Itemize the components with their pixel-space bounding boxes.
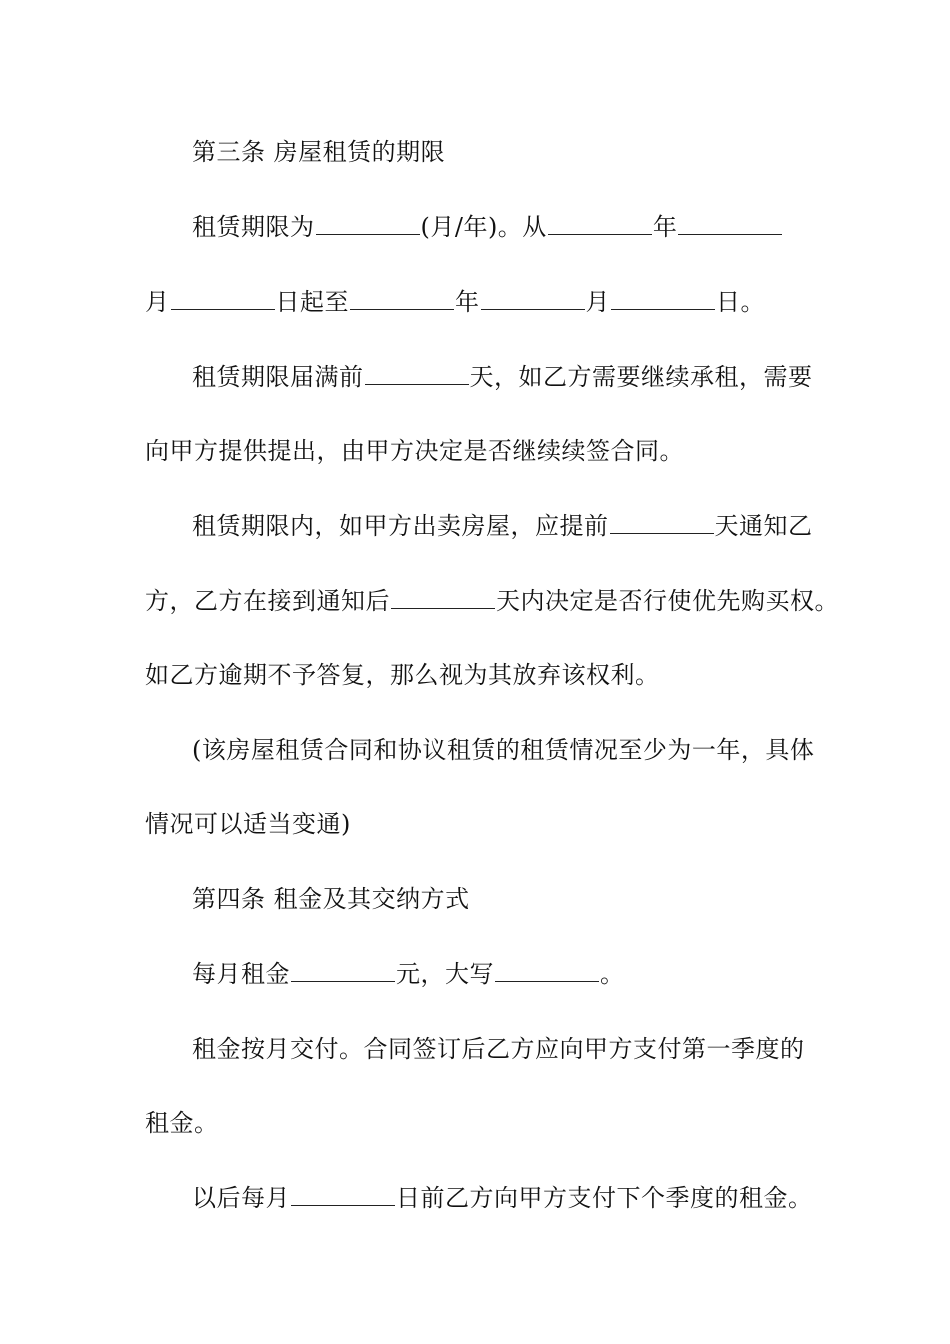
- text: 租赁期限届满前: [192, 363, 364, 391]
- text: 天内决定是否行使优先购买权。: [496, 587, 839, 615]
- renewal-days-blank[interactable]: [365, 362, 469, 385]
- text: 如乙方逾期不予答复，那么视为其放弃该权利。: [145, 661, 660, 689]
- payment-day-blank[interactable]: [291, 1183, 395, 1206]
- text: 日前乙方向甲方支付下个季度的租金。: [396, 1184, 813, 1212]
- sale-notice-line-1: [192, 511, 813, 541]
- payment-line-1: [192, 1034, 805, 1064]
- text: 日。: [716, 288, 765, 316]
- article-3-heading: [192, 137, 445, 167]
- text: (月/年)。从: [420, 213, 547, 241]
- text: 年: [455, 288, 480, 316]
- text: 天，如乙方需要继续承租，需要: [469, 363, 813, 391]
- text: (该房屋租赁合同和协议租赁的租赁情况至少为一年，具体: [192, 736, 815, 764]
- end-year-blank[interactable]: [350, 287, 454, 310]
- text: 天通知乙: [714, 512, 813, 540]
- text: 租赁期限为: [192, 213, 315, 241]
- text: 方，乙方在接到通知后: [145, 587, 390, 615]
- lease-term-line-2: [145, 287, 765, 317]
- rent-amount-blank[interactable]: [291, 959, 395, 982]
- start-day-blank[interactable]: [171, 287, 275, 310]
- notice-days-blank[interactable]: [610, 511, 714, 534]
- article-3-heading-text: 第三条 房屋租赁的期限: [192, 138, 446, 166]
- text: 月: [585, 288, 610, 316]
- article-4-heading-text: 第四条 租金及其交纳方式: [192, 885, 470, 913]
- term-length-blank[interactable]: [316, 212, 420, 235]
- end-day-blank[interactable]: [611, 287, 715, 310]
- text: 向甲方提供提出，由甲方决定是否继续续签合同。: [145, 437, 684, 465]
- text: 以后每月: [192, 1184, 290, 1212]
- text: 情况可以适当变通): [145, 810, 351, 838]
- text: 。: [600, 960, 625, 988]
- article-4-heading: [192, 884, 470, 914]
- note-line-2: [145, 809, 351, 839]
- text: 月: [145, 288, 170, 316]
- monthly-rent-line: [192, 959, 625, 989]
- text: 租金按月交付。合同签订后乙方应向甲方支付第一季度的: [192, 1035, 805, 1063]
- payment-schedule-line: [192, 1183, 813, 1213]
- lease-term-line-1: [192, 212, 783, 242]
- sale-notice-line-2: [145, 586, 839, 616]
- text: 租金。: [145, 1109, 219, 1137]
- decision-days-blank[interactable]: [391, 586, 495, 609]
- text: 日起至: [275, 288, 349, 316]
- renewal-line-2: [145, 436, 684, 466]
- text: 每月租金: [192, 960, 290, 988]
- start-year-blank[interactable]: [548, 212, 652, 235]
- text: 租赁期限内，如甲方出卖房屋，应提前: [192, 512, 609, 540]
- rent-amount-words-blank[interactable]: [495, 959, 599, 982]
- renewal-line-1: [192, 362, 813, 392]
- payment-line-2: [145, 1108, 219, 1138]
- note-line-1: [192, 735, 814, 765]
- start-month-blank[interactable]: [678, 212, 782, 235]
- end-month-blank[interactable]: [481, 287, 585, 310]
- text: 年: [652, 213, 678, 241]
- sale-notice-line-3: [145, 660, 660, 690]
- text: 元，大写: [396, 960, 494, 988]
